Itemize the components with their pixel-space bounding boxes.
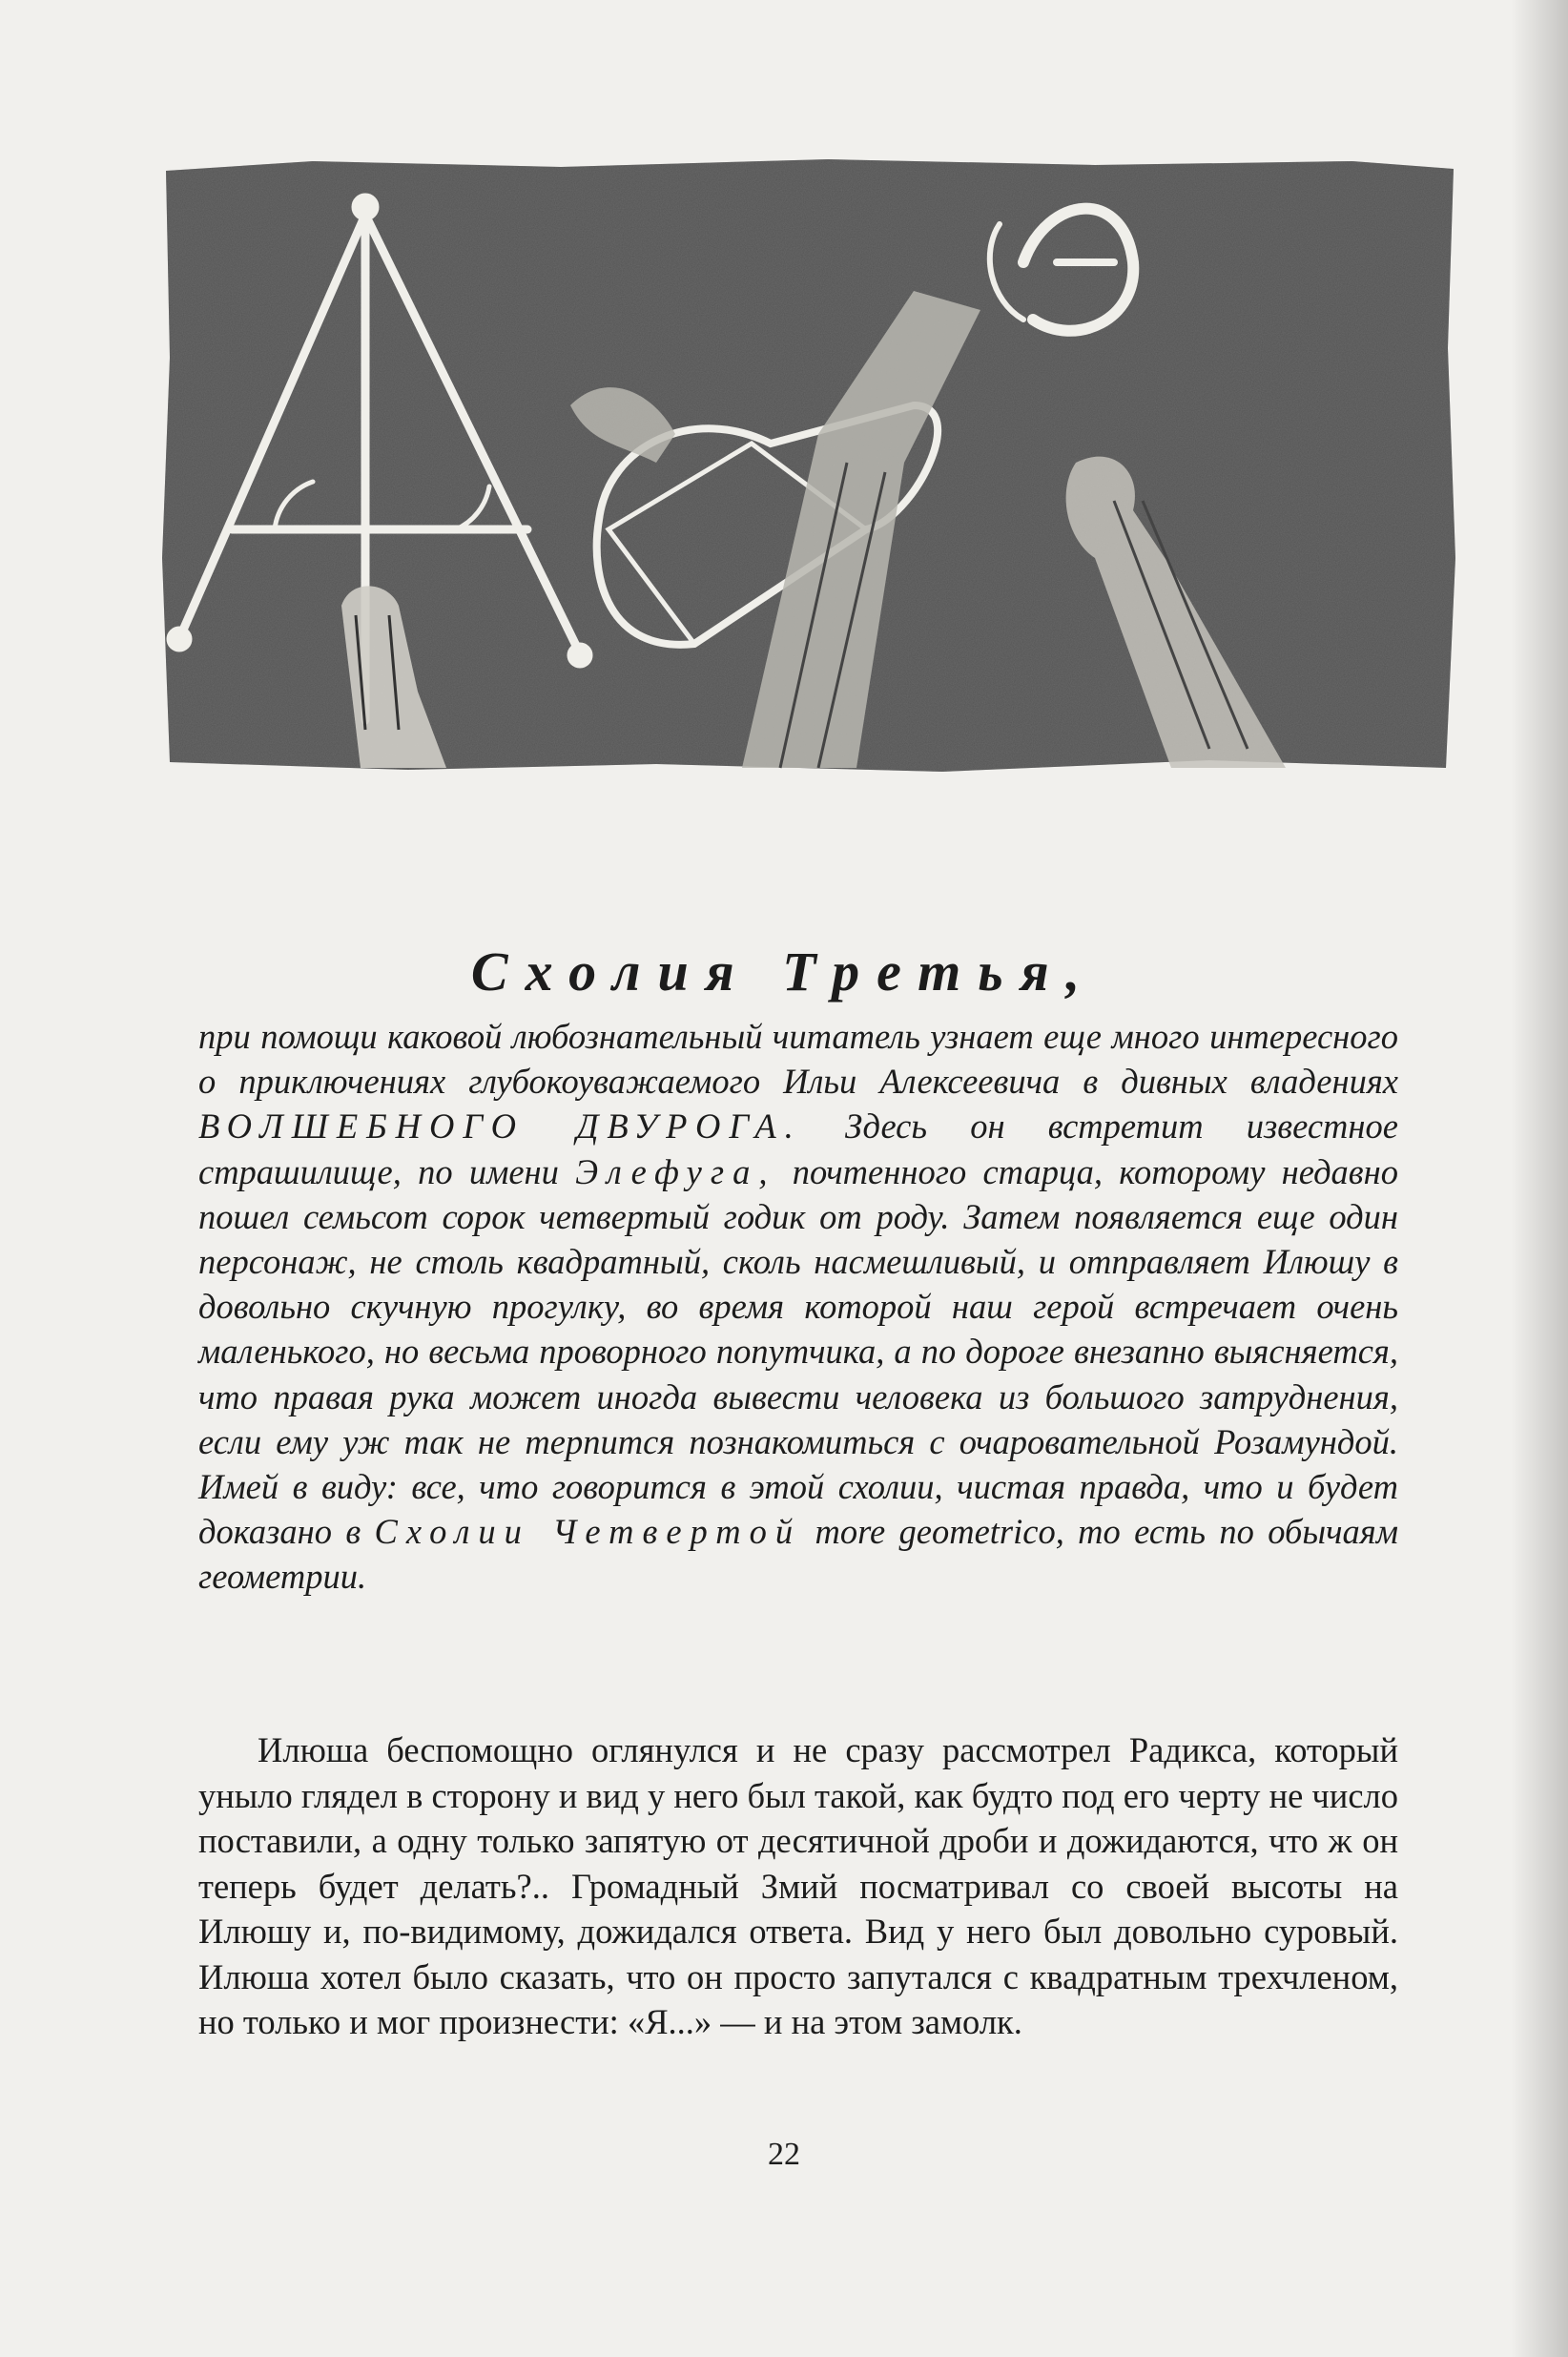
summary-text: при помощи каковой любознательный читатель узнает еще много интересного о приключениях глубокоуважаемого Ильи Алексеевича в дивных владениях: [198, 1017, 1398, 1102]
body-paragraph: Илюша беспомощно оглянулся и не сразу рассмотрел Радикса, который уныло глядел в сторону и вид у него был такой, как будто под его черту не число поставили, а одну только запятую от десятичной дроби и дожидаются, что ж он теперь будет делать?.. Громадный Змий посматривал со своей высоты на Илюшу и, по-видимому, дожидался ответа. Вид у него был довольно суровый. Илюша хотел было сказать, что он просто запутался с квадратным трехчленом, но только и мог произнести: «Я...» — и на этом замолк.: [198, 1730, 1398, 2041]
summary-text: more geometrico, то есть по обычаям геометрии.: [198, 1512, 1398, 1597]
chapter-summary: [198, 1014, 1398, 1600]
summary-text: почтенного старца, которому недавно пошел семьсот сорок четвертый годик от роду. Затем появляется еще один персонаж, не столь квадратный, сколь насмешливый, и отправляет Илюшу в довольно скучную прогулку, во время которой наш герой встречает очень маленького, но весьма проворного попутчика, а по дороге внезапно выясняется, что правая рука может иногда вывести человека из большого затруднения, если ему уж так не терпится познакомиться с очаровательной Розамундой. Имей в виду: все, что говорится в этой схолии, чистая правда, что и будет доказано в: [198, 1151, 1398, 1552]
summary-spaced-text: ВОЛШЕБНОГО ДВУРОГА.: [198, 1106, 802, 1147]
chapter-title: Схолия Третья,: [470, 941, 1098, 1003]
summary-spaced-text: Элефуга,: [575, 1151, 776, 1191]
summary-text: Здесь он встретит известное страшилище, по имени: [198, 1106, 1398, 1191]
chapter-illustration: [160, 157, 1459, 775]
summary-spaced-text: Схолии Четвертой: [374, 1512, 802, 1552]
page-edge-shadow: [1511, 0, 1568, 2357]
body-text: [198, 1727, 1398, 2045]
page-number: 22: [768, 2137, 800, 2172]
